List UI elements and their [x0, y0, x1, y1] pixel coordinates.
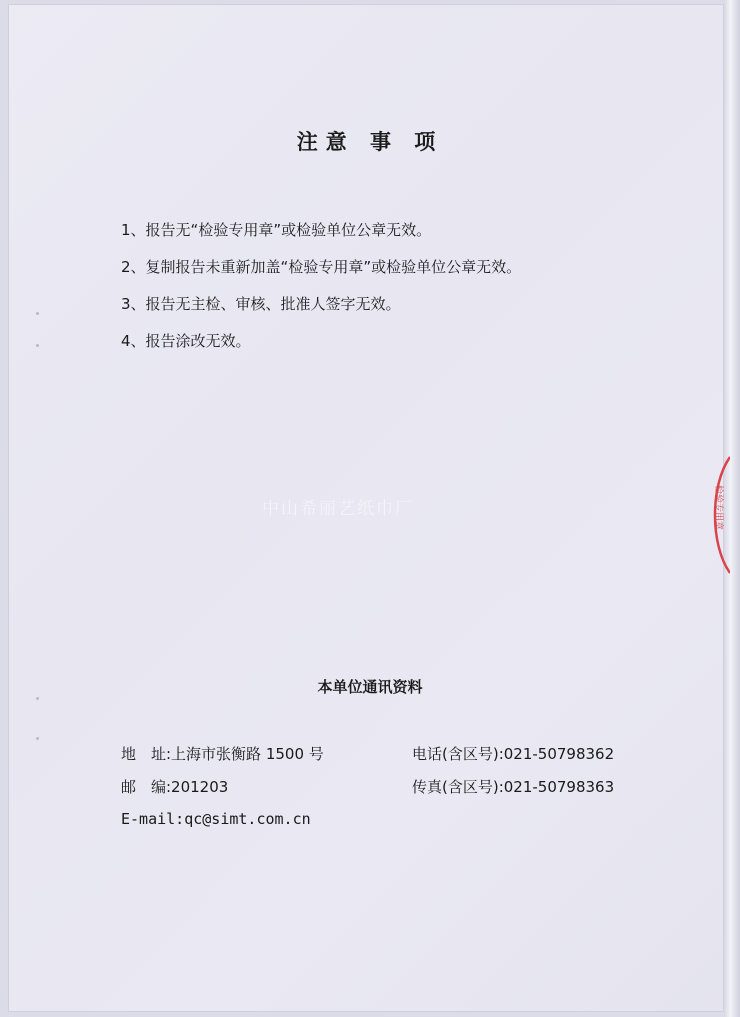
binding-hole [36, 344, 39, 347]
notice-item: 3、报告无主检、审核、批准人签字无效。 [121, 295, 401, 313]
seal-stamp-text: 检验专用章 [713, 485, 723, 531]
binding-hole [36, 312, 39, 315]
binding-hole [36, 697, 39, 700]
phone-text: 电话(含区号):021-50798362 [412, 745, 615, 763]
contact-heading: 本单位通讯资料 [317, 678, 423, 696]
notice-item: 4、报告涂改无效。 [121, 332, 251, 350]
postcode-text: 邮 编:201203 [121, 778, 229, 796]
notice-item: 1、报告无“检验专用章”或检验单位公章无效。 [121, 221, 432, 239]
email-text: E-mail:qc@simt.com.cn [121, 810, 311, 828]
binding-hole [36, 737, 39, 740]
address-text: 地 址:上海市张衡路 1500 号 [121, 745, 324, 763]
notice-item: 2、复制报告未重新加盖“检验专用章”或检验单位公章无效。 [121, 258, 522, 276]
notice-list [121, 220, 521, 368]
seal-stamp-fragment [706, 455, 730, 575]
fax-text: 传真(含区号):021-50798363 [412, 778, 615, 796]
page-title: 注意 事 项 [296, 130, 444, 154]
watermark: 中山希丽艺纸巾厂 [262, 499, 414, 519]
